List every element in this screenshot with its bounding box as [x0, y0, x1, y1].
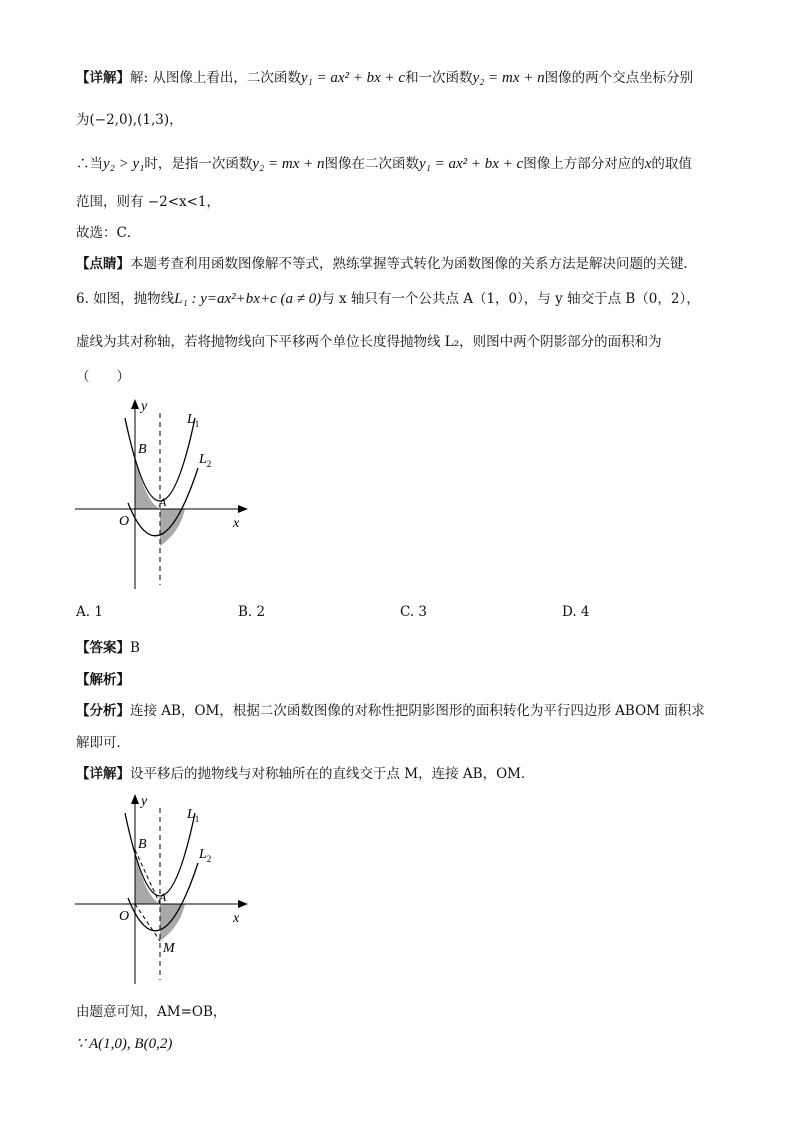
detail2-line-1	[76, 762, 534, 782]
comment-tag: 【点睛】	[76, 256, 130, 272]
text: 图像在二次函数	[324, 156, 419, 172]
shaded-region	[135, 455, 160, 509]
figure-parabolas-1	[70, 393, 250, 593]
label-M: M	[163, 941, 175, 956]
formula-parabola: L₁ : y=ax²+bx+c (a ≠ 0)	[174, 291, 322, 307]
detail-line-3	[76, 152, 692, 173]
option-d: D. 4	[562, 604, 590, 620]
label-L1: $L_1$	[187, 807, 200, 824]
analysis-line-1	[76, 699, 705, 719]
analysis-heading: 【解析】	[76, 672, 130, 688]
label-y: y	[141, 794, 148, 809]
question-line-2: 虚线为其对称轴，若将抛物线向下平移两个单位长度得抛物线 L₂，则图中两个阴影部分的面积和为	[76, 334, 662, 350]
label-A: A	[159, 495, 167, 509]
detail-tag: 【详解】	[76, 766, 130, 782]
text: 的取值	[651, 156, 692, 172]
label-L2: $L_2$	[199, 847, 212, 864]
segment-OM	[135, 904, 160, 941]
label-L2: $L_2$	[199, 452, 212, 469]
y-arrow	[131, 794, 139, 804]
text: 6. 如图，抛物线	[76, 291, 175, 307]
formula-quadratic: y₁ = ax² + bx + c	[300, 70, 406, 86]
label-O: O	[119, 514, 130, 529]
analysis-tag: 【分析】	[76, 703, 130, 719]
answer-tag: 【答案】	[76, 640, 130, 656]
answer-value: B	[130, 640, 140, 656]
label-B: B	[138, 442, 147, 457]
label-y: y	[141, 399, 148, 414]
comment-line	[76, 252, 697, 272]
label-A: A	[159, 890, 167, 904]
x-arrow	[238, 505, 248, 513]
detail-line-4: 范围，则有 −2<x<1，	[76, 194, 221, 210]
label-x: x	[233, 911, 240, 926]
detail2-line-3: ∵ A(1,0), B(0,2)	[76, 1036, 173, 1052]
formula-linear: y₂ = mx + n	[252, 156, 325, 172]
formula-quadratic: y₁ = ax² + bx + c	[418, 156, 524, 172]
analysis-text: 连接 AB，OM，根据二次函数图像的对称性把阴影图形的面积转化为平行四边形 ABOM 面积求	[130, 703, 705, 719]
answer-line	[76, 636, 140, 656]
figure-parabolas-2	[70, 788, 250, 988]
shaded-region	[160, 509, 185, 546]
option-a: A. 1	[76, 604, 103, 620]
detail2-text: 设平移后的抛物线与对称轴所在的直线交于点 M，连接 AB，OM．	[130, 766, 535, 782]
text: 与 x 轴只有一个公共点 A（1，0），与 y 轴交于点 B（0，2），	[321, 291, 700, 307]
label-L1: $L_1$	[187, 412, 200, 429]
detail-line-2: 为(−2,0),(1,3)，	[76, 112, 183, 128]
label-x: x	[233, 516, 240, 531]
formula-linear: y₂ = mx + n	[472, 70, 545, 86]
detail-line-5: 故选：C．	[76, 225, 141, 241]
option-b: B. 2	[238, 604, 266, 620]
y-arrow	[131, 399, 139, 409]
label-B: B	[138, 837, 147, 852]
shaded-region	[160, 904, 185, 941]
option-c: C. 3	[400, 604, 428, 620]
x-arrow	[238, 900, 248, 908]
text: 时，是指一次函数	[144, 156, 253, 172]
detail-line-1	[76, 66, 693, 87]
var-x: x	[644, 156, 652, 172]
text: 解: 从图像上看出，二次函数	[130, 70, 301, 86]
formula-inequality: y₂ > y₁	[103, 156, 145, 172]
analysis-line-2: 解即可．	[76, 735, 130, 751]
label-O: O	[119, 909, 130, 924]
detail2-line-2: 由题意可知，AM=OB，	[76, 1004, 227, 1020]
text: 和一次函数	[405, 70, 473, 86]
text: 图像上方部分对应的	[523, 156, 645, 172]
comment-text: 本题考查利用函数图像解不等式，熟练掌握等式转化为函数图像的关系方法是解决问题的关键．	[130, 256, 697, 272]
detail-tag: 【详解】	[76, 70, 130, 86]
question-line-1	[76, 287, 700, 308]
text: 图像的两个交点坐标分别	[544, 70, 694, 86]
text: ∴当	[76, 156, 103, 172]
question-line-3: （ ）	[76, 369, 130, 385]
